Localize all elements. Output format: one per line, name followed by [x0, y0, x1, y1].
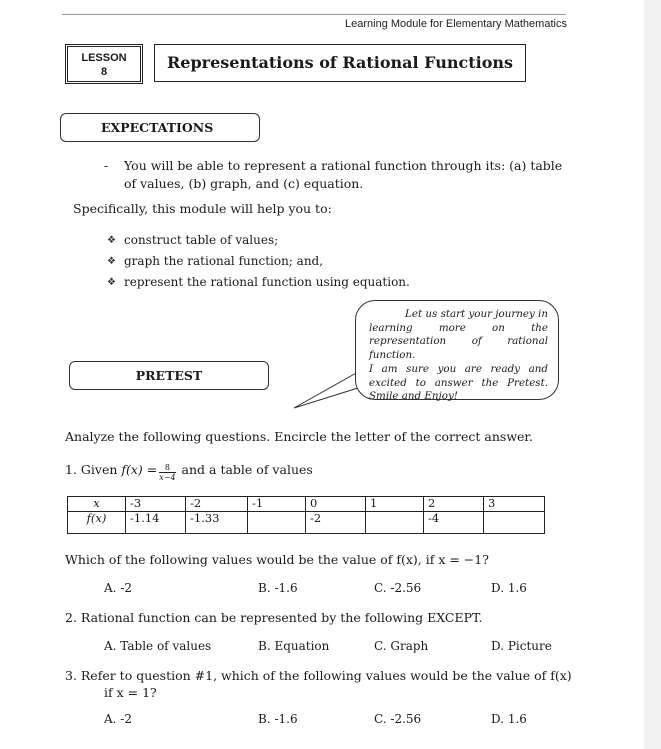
- q1-suffix: and a table of values: [177, 462, 313, 477]
- q2-option-c[interactable]: C. Graph: [374, 639, 429, 653]
- table-row: [68, 497, 545, 512]
- module-header: Learning Module for Elementary Mathematics: [345, 18, 567, 30]
- objective-item: graph the rational function; and,: [124, 254, 324, 268]
- bubble-line: excited to answer the Pretest.: [369, 376, 548, 389]
- table-cell: f(x): [68, 512, 126, 534]
- q1-option-d[interactable]: D. 1.6: [491, 581, 527, 595]
- q3-option-d[interactable]: D. 1.6: [491, 712, 527, 726]
- table-cell: -3: [126, 497, 186, 512]
- values-table: [67, 496, 545, 534]
- table-cell: -1.33: [186, 512, 248, 534]
- lesson-number: 8: [100, 66, 108, 78]
- table-cell: [366, 512, 424, 534]
- q2-option-b[interactable]: B. Equation: [258, 639, 330, 653]
- q2-option-a[interactable]: A. Table of values: [104, 639, 212, 653]
- q1-fraction: [159, 463, 175, 482]
- q1-option-a[interactable]: A. -2: [104, 581, 132, 595]
- table-cell: 2: [424, 497, 484, 512]
- speech-bubble-tail: [292, 352, 362, 412]
- q1-function: f(x) =: [121, 462, 158, 477]
- expectation-line-2: of values, (b) graph, and (c) equation.: [124, 176, 364, 191]
- q1-prefix: 1. Given: [65, 462, 122, 477]
- bubble-line: learning more on the: [369, 321, 548, 334]
- table-cell: -2: [186, 497, 248, 512]
- table-cell: 1: [366, 497, 424, 512]
- speech-bubble: [355, 300, 559, 403]
- fraction-denominator: x−4: [159, 473, 176, 482]
- lesson-label: LESSON: [81, 52, 127, 64]
- question-3-text: 3. Refer to question #1, which of the following values would be the value of f(x): [65, 668, 572, 683]
- table-cell: -2: [306, 512, 366, 534]
- bubble-line: I am sure you are ready and: [369, 362, 548, 375]
- table-cell: -1: [248, 497, 306, 512]
- expectations-heading: EXPECTATIONS: [60, 113, 260, 142]
- table-cell: -4: [424, 512, 484, 534]
- dash-marker: -: [104, 158, 109, 173]
- question-1-text: Which of the following values would be the value of f(x), if x = −1?: [65, 552, 489, 567]
- table-cell: -1.14: [126, 512, 186, 534]
- question-2-text: 2. Rational function can be represented by the following EXCEPT.: [65, 610, 483, 625]
- diamond-bullet-icon: ❖: [107, 277, 116, 288]
- bubble-line: representation of rational function.: [369, 335, 548, 362]
- table-cell: x: [68, 497, 126, 512]
- objective-item: represent the rational function using equation.: [124, 275, 410, 289]
- table-cell: 3: [484, 497, 545, 512]
- bubble-line: Let us start your journey in: [405, 308, 548, 320]
- question-1-prompt: [65, 462, 313, 482]
- viewer-margin: [644, 0, 661, 749]
- q1-option-b[interactable]: B. -1.6: [258, 581, 298, 595]
- lesson-title: Representations of Rational Functions: [154, 44, 526, 82]
- header-rule: [62, 14, 566, 15]
- table-cell: [484, 512, 545, 534]
- objective-item: construct table of values;: [124, 233, 279, 247]
- question-3-text-cont: if x = 1?: [104, 685, 157, 700]
- bubble-line: Smile and Enjoy!: [369, 390, 458, 403]
- table-row: [68, 512, 545, 534]
- q3-option-a[interactable]: A. -2: [104, 712, 132, 726]
- table-cell: 0: [306, 497, 366, 512]
- pretest-heading: PRETEST: [69, 361, 269, 390]
- specifically-intro: Specifically, this module will help you to:: [73, 201, 332, 216]
- table-cell: [248, 512, 306, 534]
- diamond-bullet-icon: ❖: [107, 235, 116, 246]
- q3-option-c[interactable]: C. -2.56: [374, 712, 422, 726]
- expectation-line-1: You will be able to represent a rational function through its: (a) table: [124, 158, 563, 173]
- q3-option-b[interactable]: B. -1.6: [258, 712, 298, 726]
- lesson-number-box: [65, 44, 143, 84]
- q2-option-d[interactable]: D. Picture: [491, 639, 552, 653]
- pretest-instructions: Analyze the following questions. Encircle the letter of the correct answer.: [65, 429, 533, 444]
- fraction-numerator: 8: [159, 463, 175, 473]
- q1-option-c[interactable]: C. -2.56: [374, 581, 422, 595]
- diamond-bullet-icon: ❖: [107, 256, 116, 267]
